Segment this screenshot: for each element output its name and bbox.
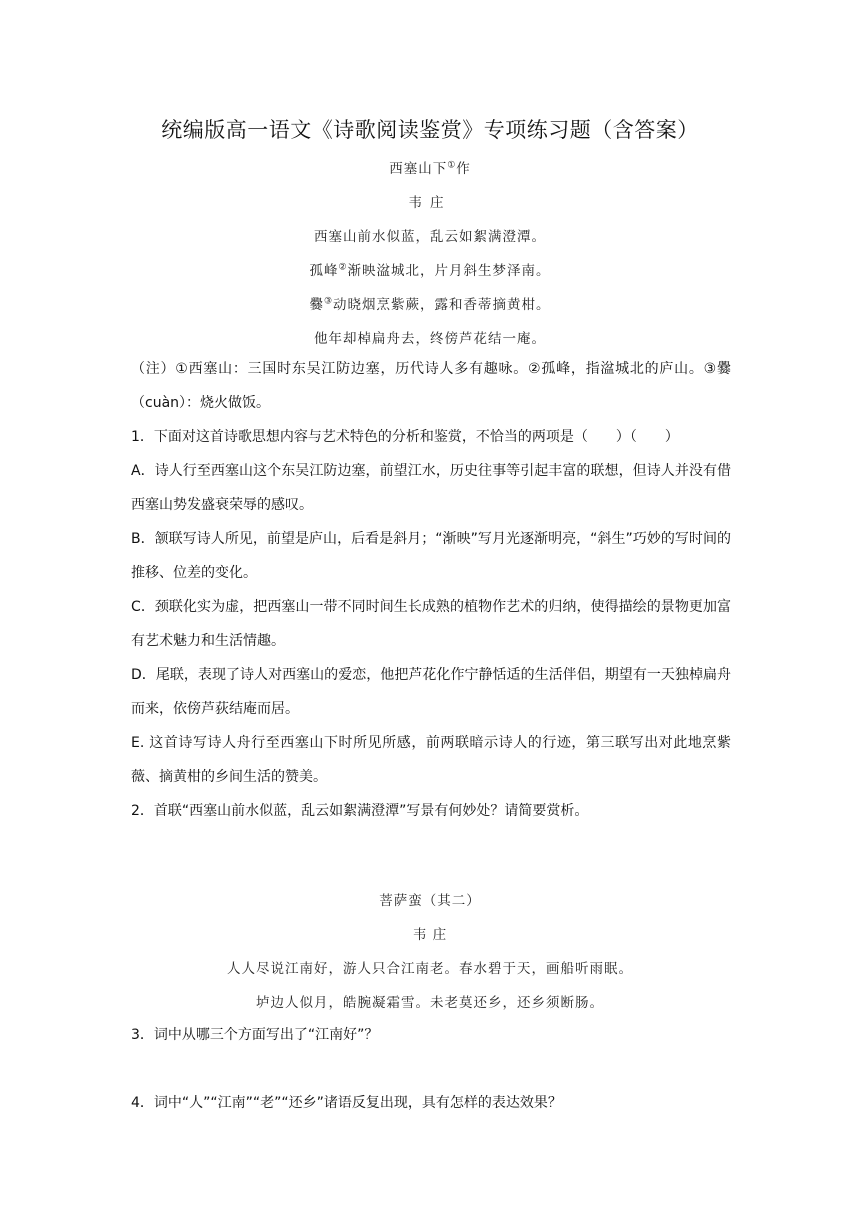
poem1-title — [0, 157, 860, 177]
poem2-line-2: 垆边人似月，皓腕凝霜雪。未老莫还乡，还乡须断肠。 — [256, 995, 604, 1011]
poem1-title-main: 西塞山下 — [389, 161, 448, 177]
document-title: 统编版高一语文《诗歌阅读鉴赏》专项练习题（含答案） — [161, 118, 699, 142]
option-c: C．颈联化实为虚，把西塞山一带不同时间生长成熟的植物作艺术的归纳，使得描绘的景物更加富有艺术魅力和生活情趣。 — [131, 599, 731, 649]
poem1-title-suffix: 作 — [456, 161, 471, 177]
question-4: 4．词中“人”“江南”“老”“还乡”诸语反复出现，具有怎样的表达效果？ — [131, 1095, 562, 1111]
poem1-line-3: 爨③动晓烟烹紫蕨，露和香蒂摘黄柑。 — [309, 296, 551, 313]
poem2-author: 韦 庄 — [412, 927, 448, 943]
option-d: D．尾联，表现了诗人对西塞山的爱恋，他把芦花化作宁静恬适的生活伴侣，期望有一天独棹扁舟而来，依傍芦荻结庵而居。 — [131, 667, 731, 717]
poem1-title-footnote-mark: ① — [447, 160, 457, 171]
poem2-title: 菩萨蛮（其二） — [379, 893, 481, 909]
poem1-line-2: 孤峰②渐映湓城北，片月斜生梦泽南。 — [309, 262, 551, 279]
question-2: 2．首联“西塞山前水似蓝，乱云如絮满澄潭”写景有何妙处？请简要赏析。 — [131, 803, 589, 819]
poem1-note: （注）①西塞山：三国时东吴江防边塞，历代诗人多有趣咏。②孤峰，指湓城北的庐山。③爨（cuàn）：烧火做饭。 — [131, 361, 731, 411]
poem2-line-1: 人人尽说江南好，游人只合江南老。春水碧于天，画船听雨眠。 — [227, 961, 633, 977]
option-e: E. 这首诗写诗人舟行至西塞山下时所见所感，前两联暗示诗人的行迹，第三联写出对此地烹紫薇、摘黄柑的乡间生活的赞美。 — [131, 735, 731, 785]
poem1-line-1: 西塞山前水似蓝，乱云如絮满澄潭。 — [314, 229, 546, 245]
option-b: B．颔联写诗人所见，前望是庐山，后看是斜月；“渐映”写月光逐渐明亮，“斜生”巧妙的写时间的推移、位差的变化。 — [131, 531, 731, 581]
footnote-mark: ② — [338, 262, 348, 273]
question-1: 1．下面对这首诗歌思想内容与艺术特色的分析和鉴赏，不恰当的两项是（ ）（ ） — [131, 429, 679, 445]
poem1-author: 韦庄 — [408, 195, 452, 211]
poem1-line-4: 他年却棹扁舟去，终傍芦花结一庵。 — [314, 331, 546, 347]
question-3: 3．词中从哪三个方面写出了“江南好”？ — [131, 1027, 379, 1043]
option-a: A．诗人行至西塞山这个东吴江防边塞，前望江水，历史往事等引起丰富的联想，但诗人并没有借西塞山势发盛衰荣辱的感叹。 — [131, 463, 731, 513]
footnote-mark: ③ — [323, 296, 334, 307]
